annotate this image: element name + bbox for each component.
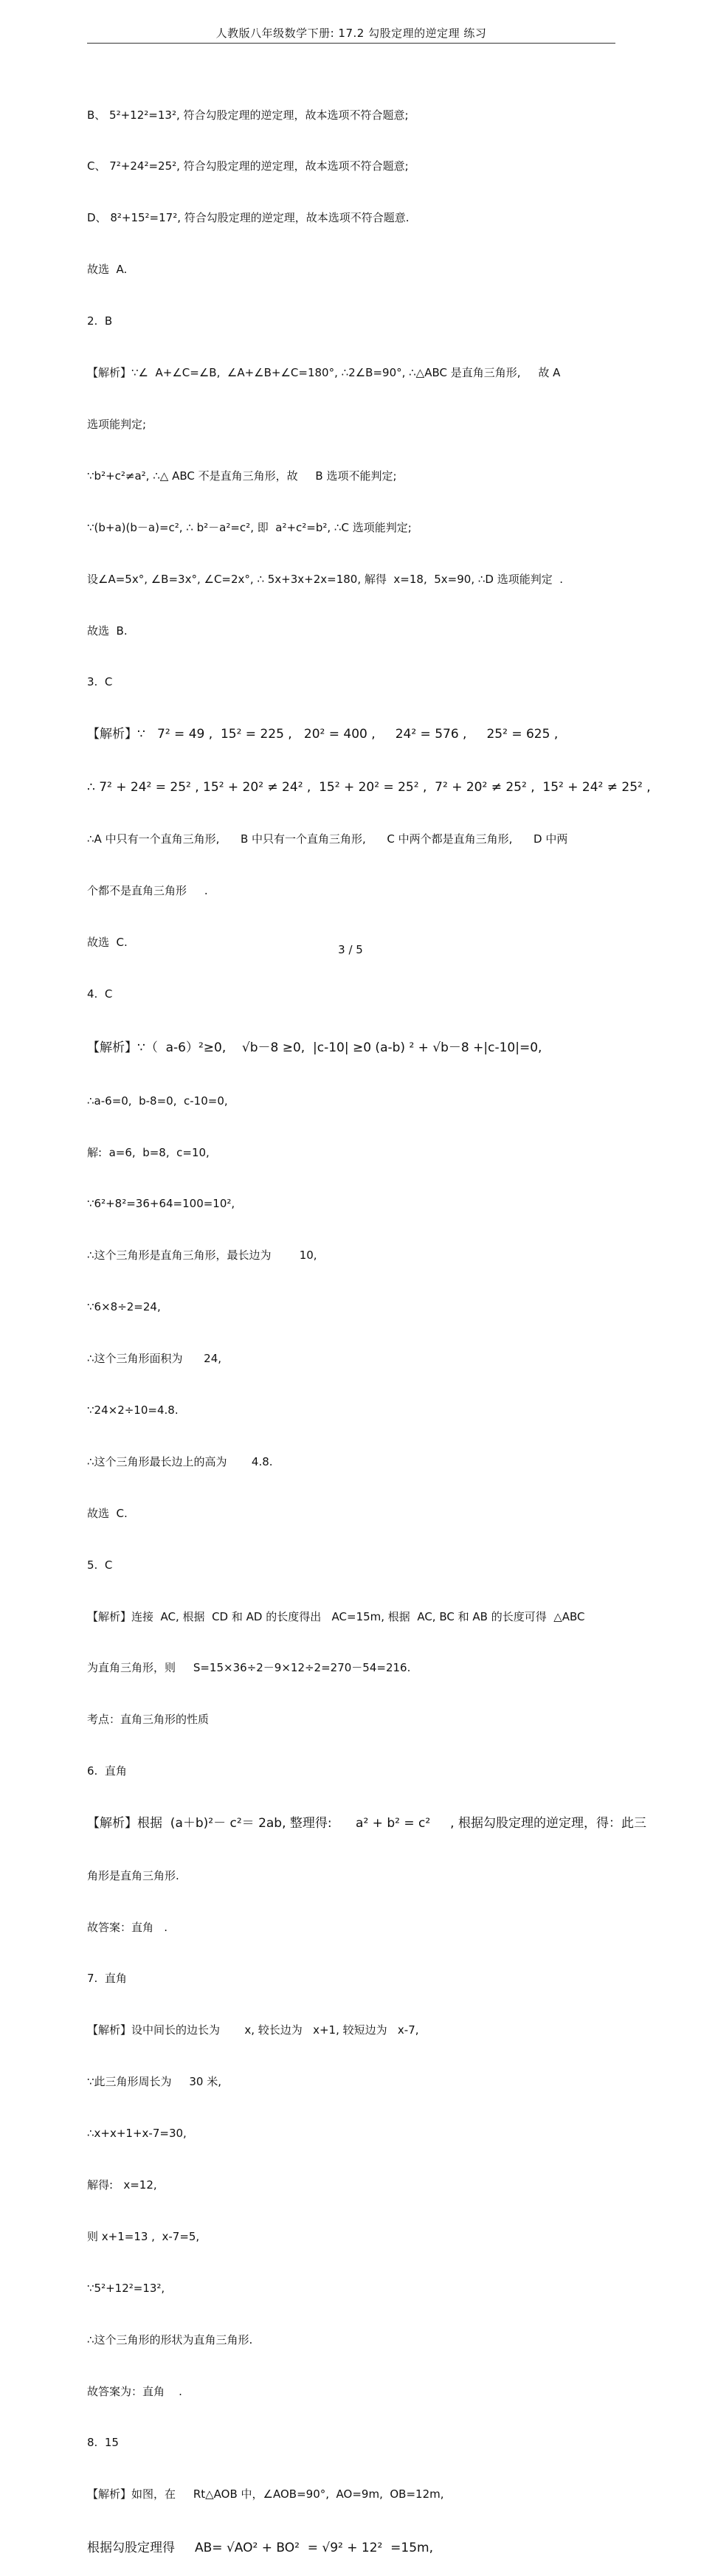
text-line: 选项能判定; <box>87 417 147 431</box>
question-number: 6. 直角 <box>87 1764 127 1778</box>
text-line: 故选 A. <box>87 263 128 277</box>
text-line: ∴a-6=0, b-8=0, c-10=0, <box>87 1094 228 1108</box>
text-line: 【解析】连接 AC, 根据 CD 和 AD 的长度得出 AC=15m, 根据 AC, BC 和 AB 的长度可得 △ABC <box>87 1609 585 1623</box>
text-line: ∵6²+8²=36+64=100=10², <box>87 1197 235 1211</box>
text-line: C、 7²+24²=25², 符合勾股定理的逆定理，故本选项不符合题意; <box>87 159 409 173</box>
math-line: 【解析】根据 (a＋b)²－ c²＝ 2ab, 整理得: a² + b² = c² , 根据勾股定理的逆定理，得：此三 <box>87 1816 646 1831</box>
text-line: 故答案：直角 . <box>87 1920 168 1934</box>
question-number: 8. 15 <box>87 2436 119 2450</box>
text-line: B、 5²+12²=13², 符合勾股定理的逆定理，故本选项不符合题意; <box>87 108 409 122</box>
text-line: 为直角三角形，则 S=15×36÷2－9×12÷2=270－54=216. <box>87 1661 411 1675</box>
text-line: ∵此三角形周长为 30 米, <box>87 2075 222 2089</box>
question-number: 7. 直角 <box>87 1972 127 1986</box>
text-line: ∴这个三角形面积为 24, <box>87 1352 222 1366</box>
question-number: 2. B <box>87 314 113 328</box>
text-line: ∴这个三角形最长边上的高为 4.8. <box>87 1454 273 1468</box>
text-line: 则 x+1=13 , x-7=5, <box>87 2229 200 2243</box>
text-line: 考点：直角三角形的性质 <box>87 1713 210 1727</box>
text-line: D、 8²+15²=17², 符合勾股定理的逆定理，故本选项不符合题意. <box>87 211 410 225</box>
question-number: 3. C <box>87 675 113 689</box>
text-line: 故答案为：直角 . <box>87 2384 182 2398</box>
text-line: ∴这个三角形是直角三角形，最长边为 10, <box>87 1249 317 1263</box>
text-line: 个都不是直角三角形 . <box>87 884 208 898</box>
page-header: 人教版八年级数学下册: 17.2 勾股定理的逆定理 练习 <box>215 27 487 40</box>
text-line: 故选 C. <box>87 936 128 950</box>
math-line: ∴ 7² + 24² = 25² , 15² + 20² ≠ 24² , 15² + 20² = 25² , 7² + 20² ≠ 25² , 15² + 24² ≠ 25² , <box>87 779 651 795</box>
math-line: 【解析】∵（ a-6）²≥0, √b－8 ≥0, |c-10| ≥0 (a-b) ² + √b－8 +|c-10|=0, <box>87 1040 542 1056</box>
question-number: 4. C <box>87 987 113 1001</box>
text-line: 解得: x=12, <box>87 2178 157 2192</box>
text-line: 【解析】∵∠ A+∠C=∠B, ∠A+∠B+∠C=180°, ∴2∠B=90°, ∴△ABC 是直角三角形, 故 A <box>87 366 561 380</box>
text-line: 【解析】设中间长的边长为 x, 较长边为 x+1, 较短边为 x-7, <box>87 2023 419 2037</box>
header-rule <box>87 43 615 44</box>
text-line: ∴这个三角形的形状为直角三角形. <box>87 2332 253 2347</box>
text-line: ∴A 中只有一个直角三角形, B 中只有一个直角三角形, C 中两个都是直角三角形, D 中两 <box>87 832 568 846</box>
text-line: 【解析】如图，在 Rt△AOB 中，∠AOB=90°, AO=9m, OB=12m, <box>87 2487 444 2501</box>
document-body <box>87 72 651 2576</box>
text-line: 故选 B. <box>87 624 128 638</box>
text-line: ∵24×2÷10=4.8. <box>87 1403 179 1417</box>
text-line: ∵6×8÷2=24, <box>87 1300 161 1314</box>
text-line: 设∠A=5x°, ∠B=3x°, ∠C=2x°, ∴ 5x+3x+2x=180, 解得 x=18, 5x=90, ∴D 选项能判定 . <box>87 572 564 586</box>
text-line: 故选 C. <box>87 1506 128 1520</box>
text-line: 解: a=6, b=8, c=10, <box>87 1145 210 1159</box>
text-line: ∵(b+a)(b－a)=c², ∴ b²－a²=c², 即 a²+c²=b², ∴C 选项能判定; <box>87 520 412 534</box>
text-line: ∵5²+12²=13², <box>87 2281 165 2295</box>
page-number: 3 / 5 <box>338 943 363 956</box>
question-number: 5. C <box>87 1558 113 1572</box>
math-line: 根据勾股定理得 AB= √AO² + BO² = √9² + 12² =15m, <box>87 2541 433 2556</box>
text-line: 角形是直角三角形. <box>87 1868 179 1882</box>
text-line: ∴x+x+1+x-7=30, <box>87 2127 187 2141</box>
math-line: 【解析】∵ 7² = 49 , 15² = 225 , 20² = 400 , 24² = 576 , 25² = 625 , <box>87 727 559 742</box>
text-line: ∵b²+c²≠a², ∴△ ABC 不是直角三角形，故 B 选项不能判定; <box>87 469 397 483</box>
